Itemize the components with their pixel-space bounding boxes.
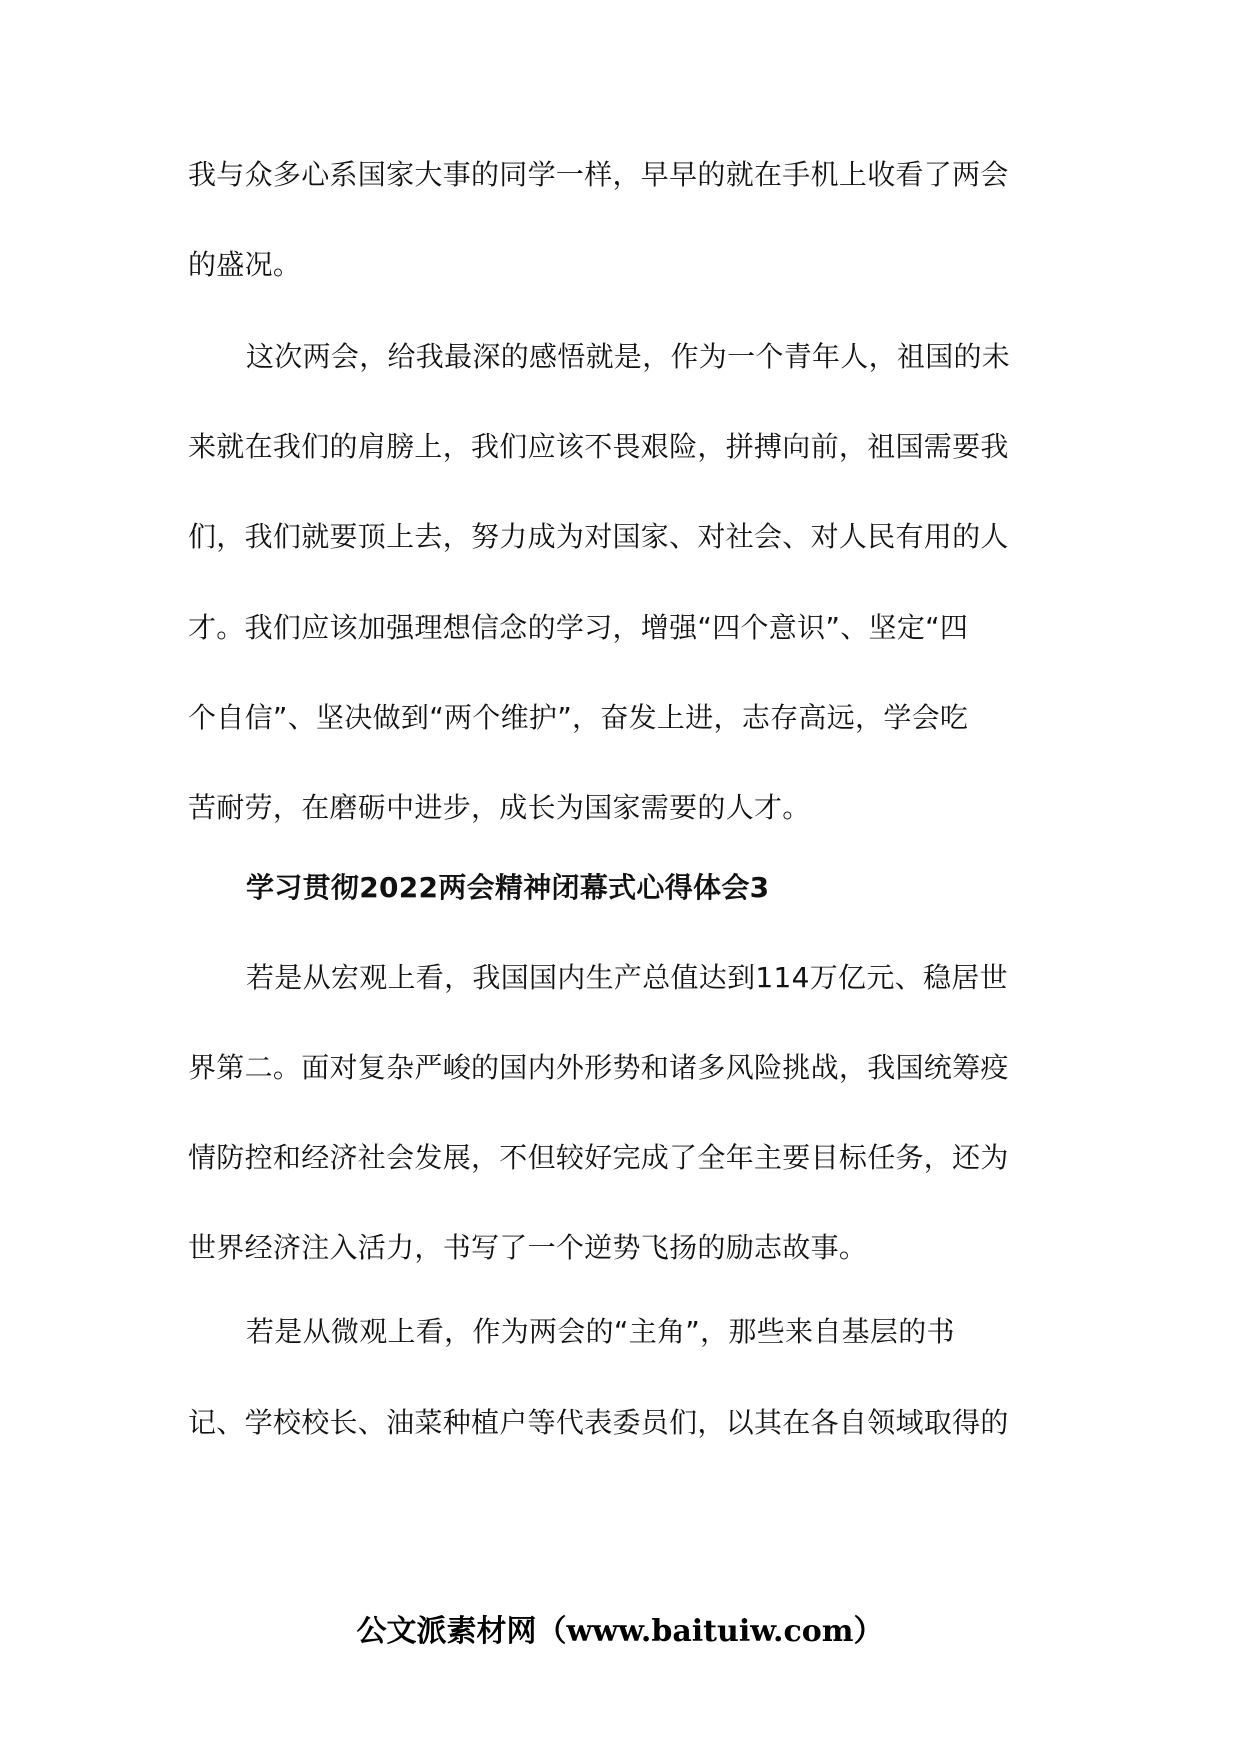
section-heading: 学习贯彻2022两会精神闭幕式心得体会3: [246, 871, 770, 904]
paragraph-2-line-4: 才。我们应该加强理想信念的学习，增强“四个意识”、坚定“四: [188, 611, 969, 644]
paragraph-4-line-1: 若是从微观上看，作为两会的“主角”，那些来自基层的书: [246, 1315, 955, 1348]
paragraph-2-line-6: 苦耐劳，在磨砺中进步，成长为国家需要的人才。: [188, 791, 811, 824]
paragraph-1-line-2: 的盛况。: [188, 248, 302, 281]
paragraph-3-line-2: 界第二。面对复杂严峻的国内外形势和诸多风险挑战，我国统筹疫: [188, 1051, 1009, 1084]
paragraph-3-line-4: 世界经济注入活力，书写了一个逆势飞扬的励志故事。: [188, 1231, 868, 1264]
paragraph-1-line-1: 我与众多心系国家大事的同学一样，早早的就在手机上收看了两会: [188, 158, 1009, 191]
paragraph-2-line-3: 们，我们就要顶上去，努力成为对国家、对社会、对人民有用的人: [188, 520, 1009, 553]
paragraph-2-line-1: 这次两会，给我最深的感悟就是，作为一个青年人，祖国的未: [246, 340, 1011, 373]
paragraph-4-line-2: 记、学校校长、油菜种植户等代表委员们，以其在各自领域取得的: [188, 1406, 1009, 1439]
footer-watermark: 公文派素材网（www.baituiw.com）: [356, 1614, 884, 1649]
paragraph-3-line-1: 若是从宏观上看，我国国内生产总值达到114万亿元、稳居世: [246, 961, 1008, 994]
paragraph-2-line-5: 个自信”、坚决做到“两个维护”，奋发上进，志存高远，学会吃: [188, 701, 969, 734]
paragraph-2-line-2: 来就在我们的肩膀上，我们应该不畏艰险，拼搏向前，祖国需要我: [188, 430, 1009, 463]
paragraph-3-line-3: 情防控和经济社会发展，不但较好完成了全年主要目标任务，还为: [188, 1141, 1009, 1174]
